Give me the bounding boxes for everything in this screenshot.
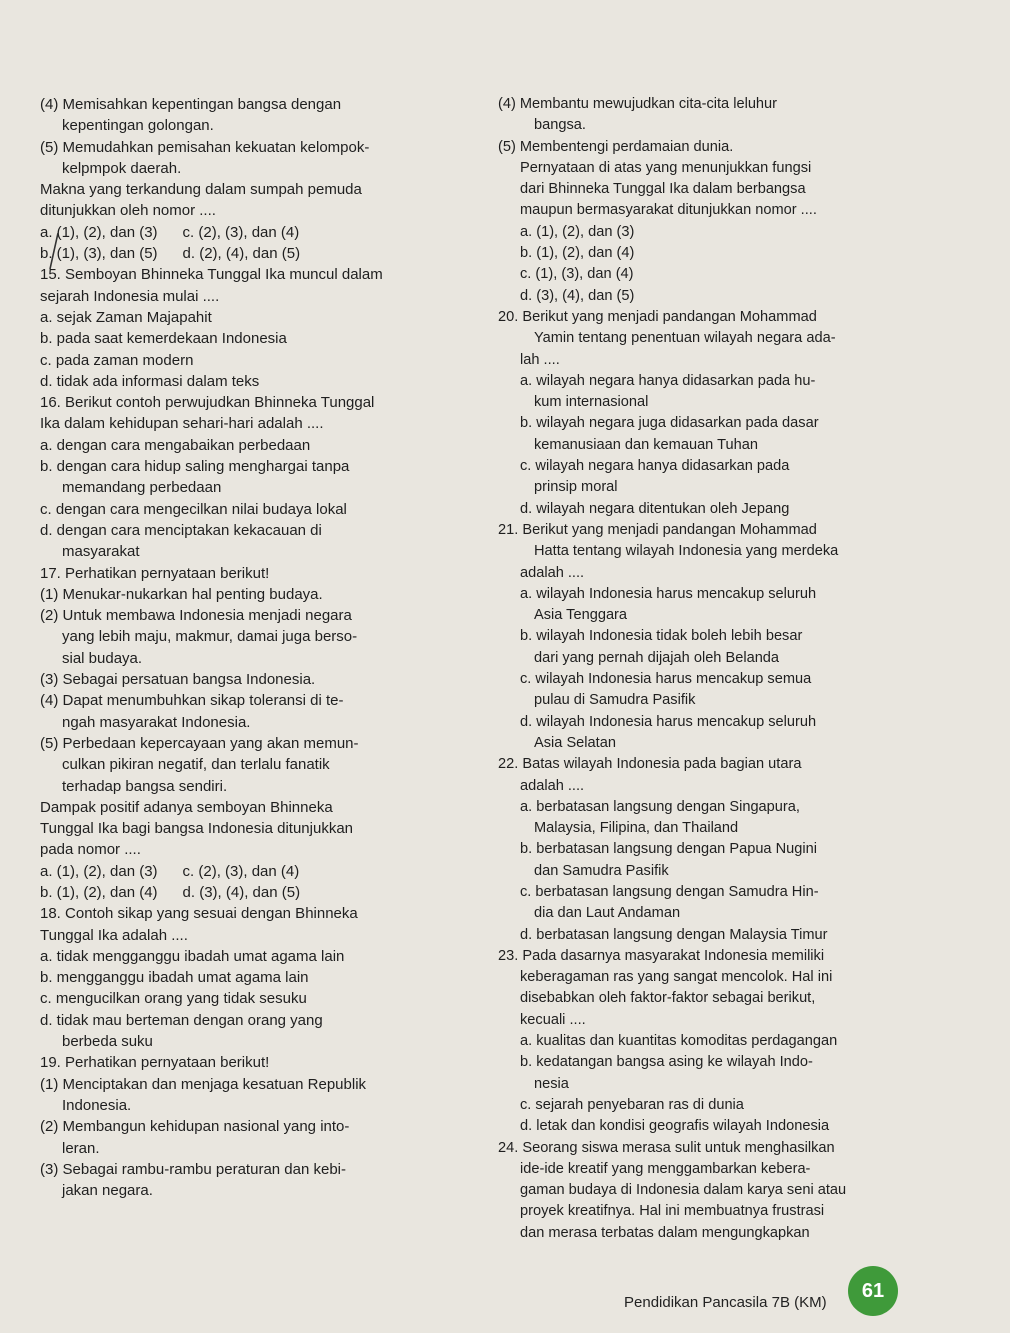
question-24: 24. Seorang siswa merasa sulit untuk menghasilkan (498, 1139, 835, 1156)
text-line: kemanusiaan dan kemauan Tuhan (534, 436, 758, 453)
text-line: memandang perbedaan (62, 479, 222, 497)
answer-option: c. berbatasan langsung dengan Samudra Hin- (520, 883, 819, 900)
text-line: ngah masyarakat Indonesia. (62, 713, 251, 731)
text-line: dari yang pernah dijajah oleh Belanda (534, 649, 780, 666)
text-line: keberagaman ras yang sangat mencolok. Hal ini (520, 969, 833, 986)
question-18: 18. Contoh sikap yang sesuai dengan Bhinneka (40, 905, 358, 923)
answer-option: a. tidak mengganggu ibadah umat agama lain (40, 947, 345, 965)
answer-option: d. (3), (4), dan (5) (520, 287, 635, 304)
question-17: 17. Perhatikan pernyataan berikut! (40, 564, 270, 582)
text-line: Yamin tentang penentuan wilayah negara ada- (534, 330, 836, 347)
answer-option: d. tidak mau berteman dengan orang yang (40, 1011, 323, 1029)
text-line: Tunggal Ika adalah .... (40, 926, 188, 944)
text-line: kum internasional (534, 394, 649, 411)
text-line: kelpmpok daerah. (62, 159, 182, 177)
answer-option: a. berbatasan langsung dengan Singapura, (520, 798, 800, 815)
answer-option: c. wilayah negara hanya didasarkan pada (520, 458, 790, 475)
answer-option: d. wilayah negara ditentukan oleh Jepang (520, 500, 790, 517)
answer-option: a. (1), (2), dan (3) (520, 223, 635, 240)
text-line: jakan negara. (62, 1182, 153, 1200)
text-line: Hatta tentang wilayah Indonesia yang merdeka (534, 543, 839, 560)
statement: (3) Sebagai persatuan bangsa Indonesia. (40, 671, 316, 689)
statement: (5) Membentengi perdamaian dunia. (498, 138, 734, 155)
answer-option: b. (1), (3), dan (5) d. (2), (4), dan (5) (40, 245, 301, 263)
answer-option: d. tidak ada informasi dalam teks (40, 372, 260, 390)
answer-option: c. sejarah penyebaran ras di dunia (520, 1096, 744, 1113)
text-line: disebabkan oleh faktor-faktor sebagai berikut, (520, 990, 816, 1007)
answer-option: b. berbatasan langsung dengan Papua Nugini (520, 841, 817, 858)
left-column (40, 94, 488, 1201)
statement: (3) Sebagai rambu-rambu peraturan dan kebi- (40, 1160, 346, 1178)
statement: (1) Menciptakan dan menjaga kesatuan Republik (40, 1075, 367, 1093)
text-line: kecuali .... (520, 1011, 586, 1028)
answer-option: b. (1), (2), dan (4) d. (3), (4), dan (5) (40, 883, 301, 901)
text-line: kepentingan golongan. (62, 117, 214, 135)
answer-option: b. wilayah Indonesia tidak boleh lebih besar (520, 628, 803, 645)
text-line: Tunggal Ika bagi bangsa Indonesia ditunjukkan (40, 820, 354, 838)
text-line: ditunjukkan oleh nomor .... (40, 202, 216, 220)
book-title: Pendidikan Pancasila 7B (KM) (624, 1294, 827, 1311)
text-line: dari Bhinneka Tunggal Ika dalam berbangsa (520, 181, 806, 198)
text-line: Pernyataan di atas yang menunjukkan fungsi (520, 159, 812, 176)
statement: (2) Membangun kehidupan nasional yang into- (40, 1118, 350, 1136)
text-line: Asia Selatan (534, 734, 616, 751)
text-line: dia dan Laut Andaman (534, 905, 681, 922)
answer-option: b. (1), (2), dan (4) (520, 245, 635, 262)
answer-option: b. dengan cara hidup saling menghargai tanpa (40, 458, 350, 476)
text-line: bangsa. (534, 117, 586, 134)
question-23: 23. Pada dasarnya masyarakat Indonesia memiliki (498, 947, 825, 964)
text-line: Ika dalam kehidupan sehari-hari adalah .... (40, 415, 324, 433)
text-line: sial budaya. (62, 649, 143, 667)
text-line: berbeda suku (62, 1033, 153, 1051)
page-number-badge: 61 (848, 1266, 898, 1316)
text-line: proyek kreatifnya. Hal ini membuatnya frustrasi (520, 1203, 825, 1220)
text-line: gaman budaya di Indonesia dalam karya seni atau (520, 1182, 847, 1199)
text-line: dan Samudra Pasifik (534, 862, 669, 879)
answer-option: a. wilayah Indonesia harus mencakup seluruh (520, 585, 817, 602)
text-line: maupun bermasyarakat ditunjukkan nomor .... (520, 202, 817, 219)
answer-option: a. dengan cara mengabaikan perbedaan (40, 436, 311, 454)
text-line: sejarah Indonesia mulai .... (40, 287, 220, 305)
answer-option: a. sejak Zaman Majapahit (40, 308, 212, 326)
answer-option: d. letak dan kondisi geografis wilayah Indonesia (520, 1118, 830, 1135)
text-line: pulau di Samudra Pasifik (534, 692, 696, 709)
right-column (498, 94, 970, 1244)
answer-option: d. berbatasan langsung dengan Malaysia Timur (520, 926, 828, 943)
question-15: 15. Semboyan Bhinneka Tunggal Ika muncul dalam (40, 266, 383, 284)
text-line: Indonesia. (62, 1096, 132, 1114)
text-line: prinsip moral (534, 479, 618, 496)
text-line: Dampak positif adanya semboyan Bhinneka (40, 798, 333, 816)
question-19: 19. Perhatikan pernyataan berikut! (40, 1054, 270, 1072)
answer-option: c. mengucilkan orang yang tidak sesuku (40, 990, 307, 1008)
statement: (1) Menukar-nukarkan hal penting budaya. (40, 585, 323, 603)
answer-option: c. wilayah Indonesia harus mencakup semua (520, 671, 812, 688)
answer-option: b. kedatangan bangsa asing ke wilayah Indo- (520, 1054, 813, 1071)
statement: (4) Dapat menumbuhkan sikap toleransi di te- (40, 692, 344, 710)
answer-option: c. dengan cara mengecilkan nilai budaya lokal (40, 500, 347, 518)
answer-option: c. (1), (3), dan (4) (520, 266, 634, 283)
text-line: nesia (534, 1075, 569, 1092)
text-line: Asia Tenggara (534, 607, 628, 624)
answer-option: b. mengganggu ibadah umat agama lain (40, 969, 309, 987)
question-21: 21. Berikut yang menjadi pandangan Mohammad (498, 521, 817, 538)
answer-option: c. pada zaman modern (40, 351, 194, 369)
answer-option: d. wilayah Indonesia harus mencakup seluruh (520, 713, 817, 730)
answer-option: a. kualitas dan kuantitas komoditas perdagangan (520, 1033, 838, 1050)
question-20: 20. Berikut yang menjadi pandangan Mohammad (498, 308, 817, 325)
answer-option: b. pada saat kemerdekaan Indonesia (40, 330, 287, 348)
text-line: terhadap bangsa sendiri. (62, 777, 228, 795)
text-line: yang lebih maju, makmur, damai juga berso- (62, 628, 358, 646)
pen-mark (48, 231, 60, 271)
answer-option: b. wilayah negara juga didasarkan pada dasar (520, 415, 819, 432)
statement: (2) Untuk membawa Indonesia menjadi negara (40, 607, 352, 625)
text-line: adalah .... (520, 564, 585, 581)
text-line: leran. (62, 1139, 100, 1157)
text-line: masyarakat (62, 543, 140, 561)
text-line: dan merasa terbatas dalam mengungkapkan (520, 1224, 810, 1241)
text-line: (4) Memisahkan kepentingan bangsa dengan (40, 96, 342, 113)
statement: (4) Membantu mewujudkan cita-cita leluhur (498, 96, 778, 112)
text-line: (5) Memudahkan pemisahan kekuatan kelompok- (40, 138, 370, 156)
text-line: Makna yang terkandung dalam sumpah pemuda (40, 181, 362, 199)
text-line: lah .... (520, 351, 560, 368)
answer-option: a. (1), (2), dan (3) c. (2), (3), dan (4) (40, 223, 300, 241)
text-line: Malaysia, Filipina, dan Thailand (534, 820, 739, 837)
text-line: pada nomor .... (40, 841, 141, 859)
text-line: culkan pikiran negatif, dan terlalu fanatik (62, 756, 330, 774)
answer-option: a. (1), (2), dan (3) c. (2), (3), dan (4) (40, 862, 300, 880)
question-16: 16. Berikut contoh perwujudkan Bhinneka Tunggal (40, 394, 375, 412)
answer-option: a. wilayah negara hanya didasarkan pada hu- (520, 372, 816, 389)
statement: (5) Perbedaan kepercayaan yang akan memun- (40, 734, 359, 752)
question-22: 22. Batas wilayah Indonesia pada bagian utara (498, 756, 802, 773)
text-line: ide-ide kreatif yang menggambarkan kebera- (520, 1160, 811, 1177)
text-line: adalah .... (520, 777, 585, 794)
answer-option: d. dengan cara menciptakan kekacauan di (40, 521, 322, 539)
